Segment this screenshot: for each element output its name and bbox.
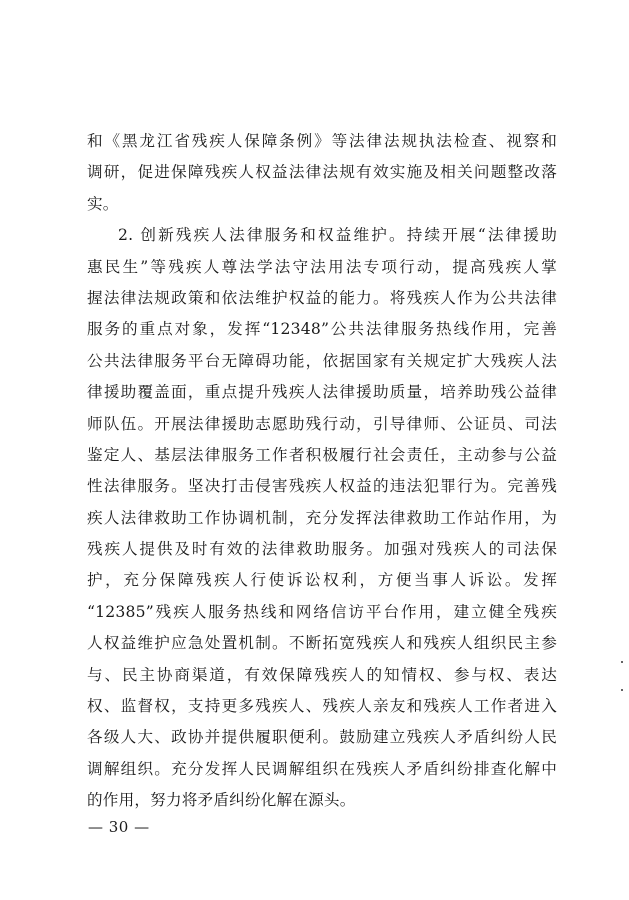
- text-line: 2. 创新残疾人法律服务和权益维护。持续开展“法律援助: [118, 226, 557, 245]
- page-number: — 30 —: [88, 818, 150, 836]
- text-line: 惠民生”等残疾人尊法学法守法用法专项行动，提高残疾人掌: [87, 257, 557, 276]
- text-line: 实。: [87, 194, 119, 213]
- text-line: “12385”残疾人服务热线和网络信访平台作用，建立健全残疾: [87, 602, 557, 621]
- text-line: 权、监督权，支持更多残疾人、残疾人亲友和残疾人工作者进入: [87, 697, 557, 716]
- text-line: 疾人法律救助工作协调机制，充分发挥法律救助工作站作用，为: [87, 508, 557, 527]
- text-line: 性法律服务。坚决打击侵害残疾人权益的违法犯罪行为。完善残: [87, 477, 557, 496]
- text-line: 公共法律服务平台无障碍功能，依据国家有关规定扩大残疾人法: [87, 351, 557, 370]
- text-line: 与、民主协商渠道，有效保障残疾人的知情权、参与权、表达: [87, 665, 557, 684]
- text-line: 律援助覆盖面，重点提升残疾人法律援助质量，培养助残公益律: [87, 383, 557, 402]
- text-line: 人权益维护应急处置机制。不断拓宽残疾人和残疾人组织民主参: [87, 634, 557, 653]
- text-line: 握法律法规政策和依法维护权益的能力。将残疾人作为公共法律: [87, 288, 557, 307]
- scan-speck: [621, 689, 623, 691]
- text-line: 服务的重点对象，发挥“12348”公共法律服务热线作用，完善: [87, 320, 557, 339]
- text-line: 的作用，努力将矛盾纠纷化解在源头。: [87, 791, 356, 810]
- text-line: 残疾人提供及时有效的法律救助服务。加强对残疾人的司法保: [87, 540, 557, 559]
- text-line: 和《黑龙江省残疾人保障条例》等法律法规执法检查、视察和: [87, 132, 557, 150]
- text-line: 调解组织。充分发挥人民调解组织在残疾人矛盾纠纷排查化解中: [87, 759, 557, 778]
- scan-speck: [621, 661, 623, 663]
- text-line: 各级人大、政协并提供履职便利。鼓励建立残疾人矛盾纠纷人民: [87, 728, 557, 747]
- text-line: 护，充分保障残疾人行使诉讼权利，方便当事人诉讼。发挥: [87, 571, 557, 590]
- text-line: 鉴定人、基层法律服务工作者积极履行社会责任，主动参与公益: [87, 445, 557, 464]
- body-text: [87, 126, 557, 817]
- text-line: 调研，促进保障残疾人权益法律法规有效实施及相关问题整改落: [87, 163, 557, 182]
- text-line: 师队伍。开展法律援助志愿助残行动，引导律师、公证员、司法: [87, 414, 557, 433]
